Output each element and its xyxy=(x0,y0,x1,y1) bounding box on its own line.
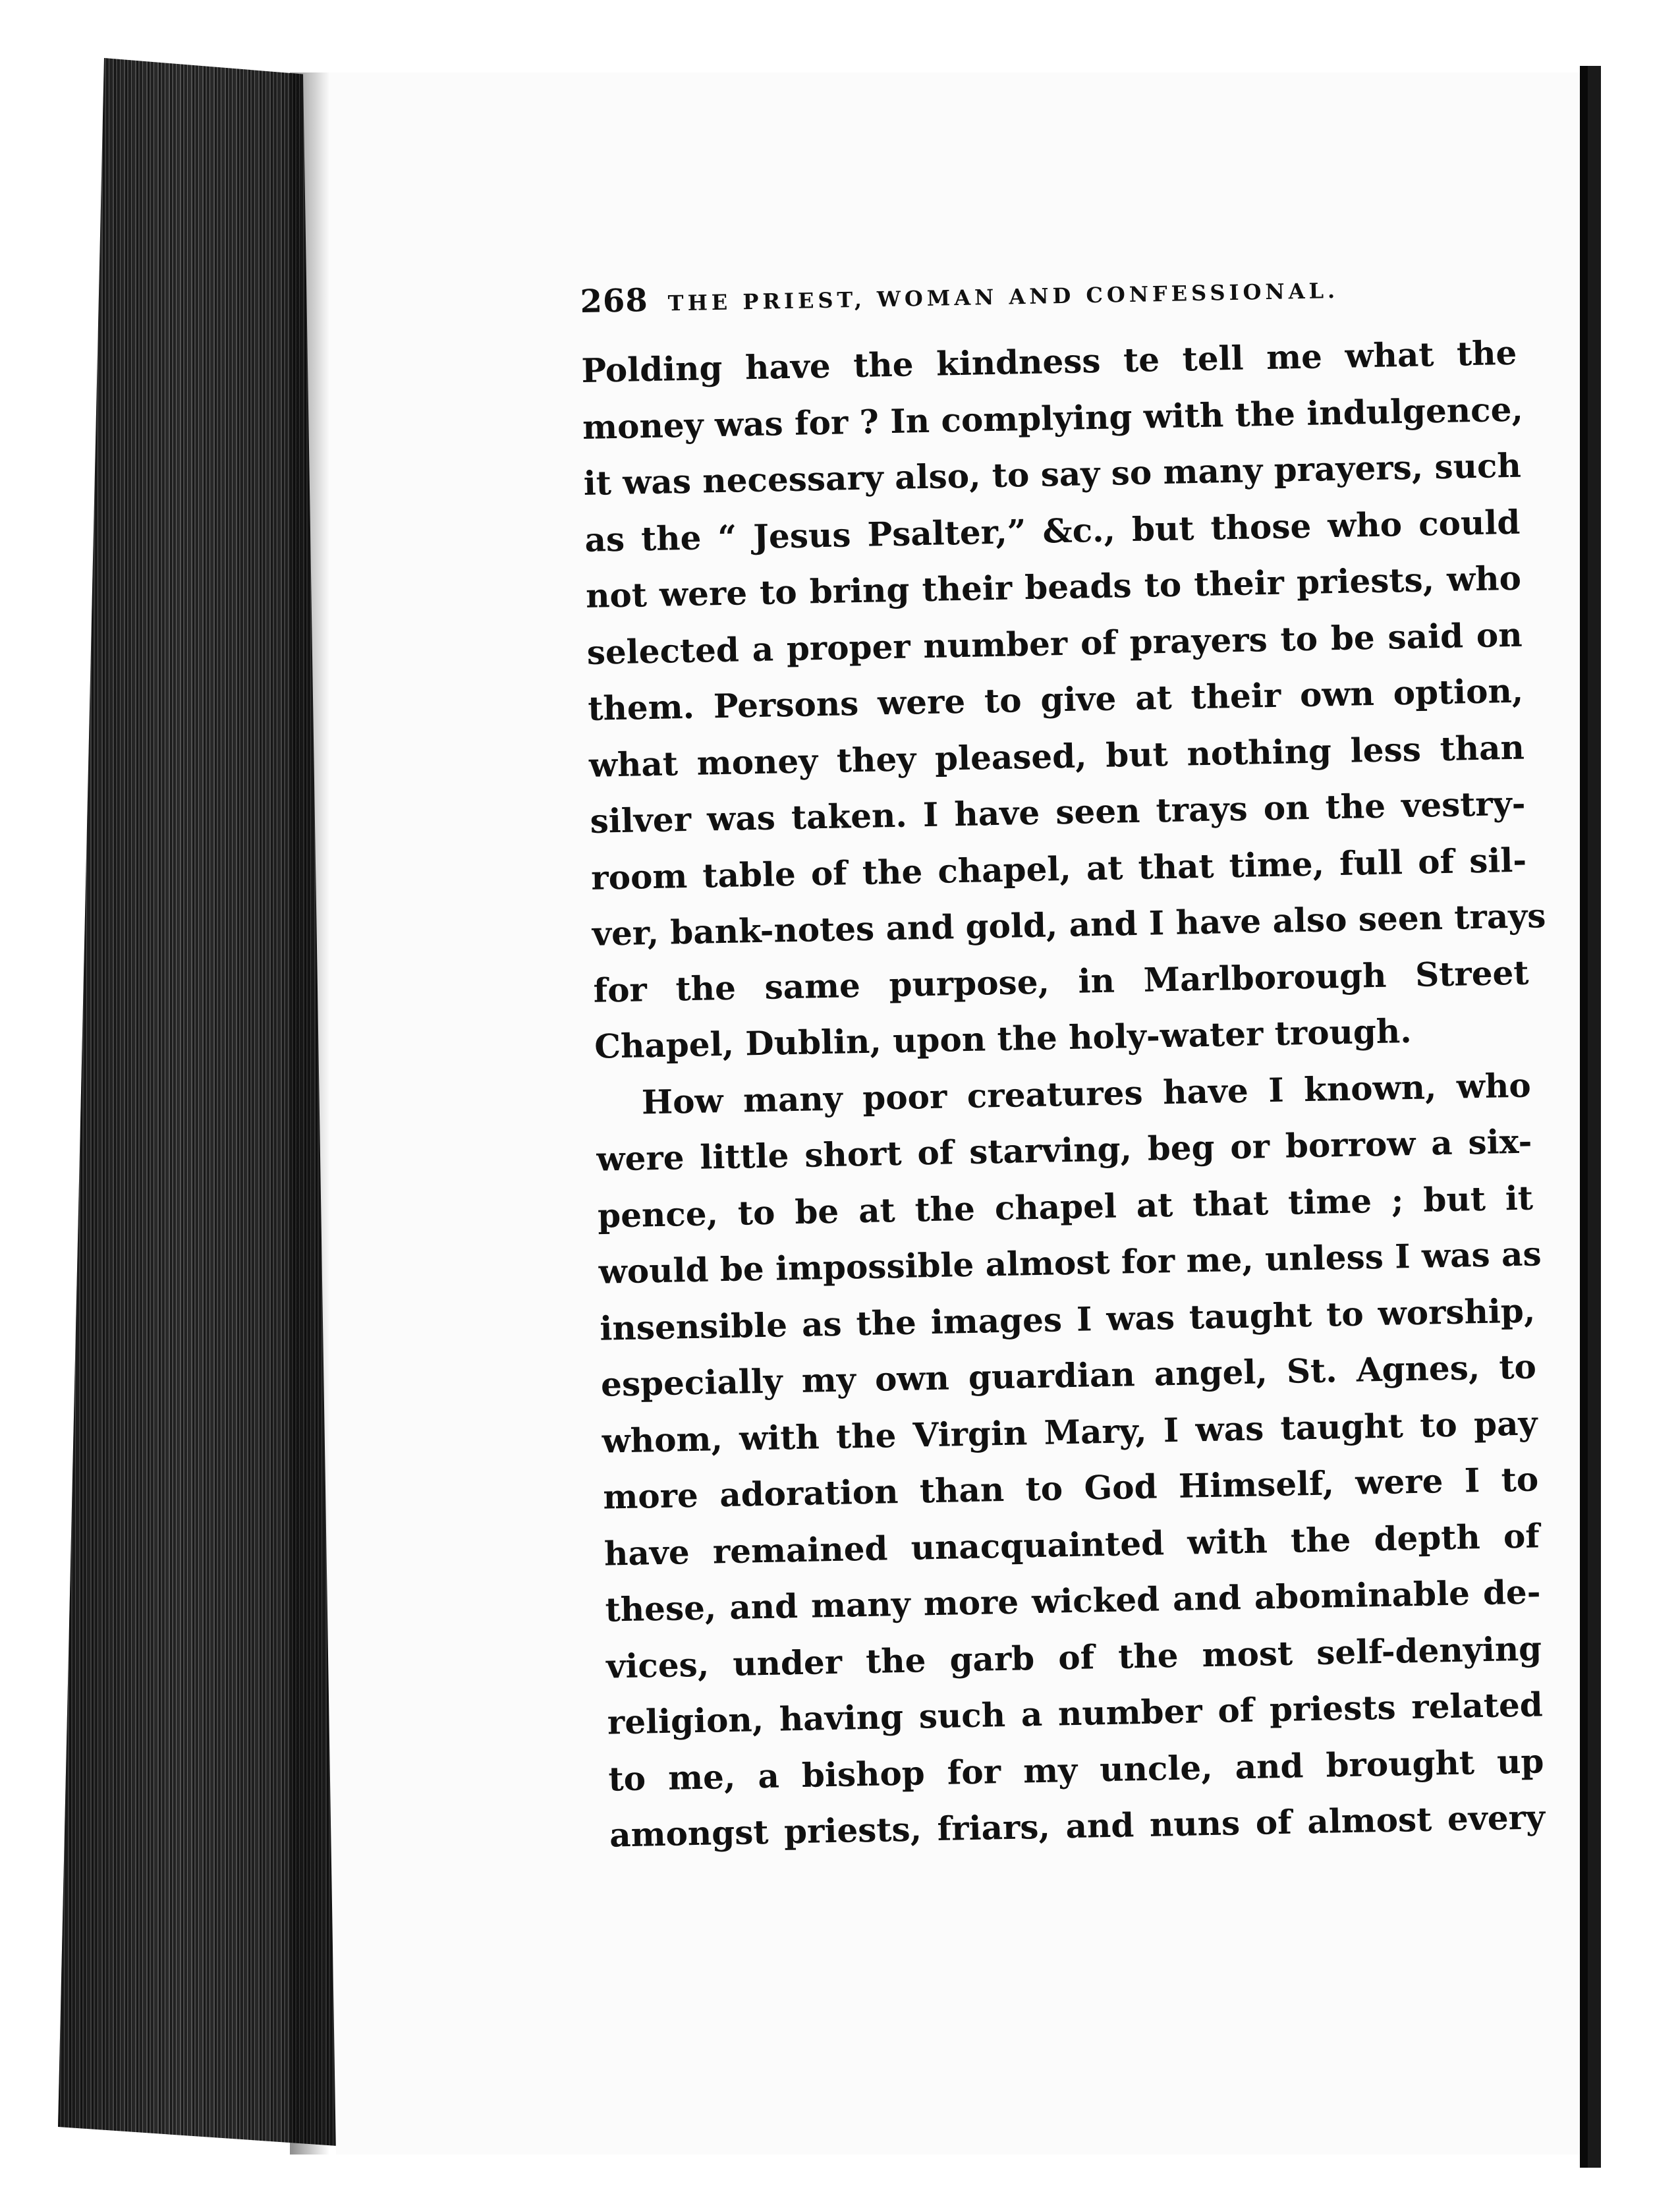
text-line: for the same purpose, in Marlborough Street xyxy=(593,953,1529,1010)
text-line: it was necessary also, to say so many prayers, such xyxy=(583,445,1522,503)
text-line: Chapel, Dublin, upon the holy-water trough. xyxy=(594,1011,1413,1066)
text-line: ver, bank-notes and gold, and I have also seen trays xyxy=(592,896,1546,953)
text-line: amongst priests, friars, and nuns of almost every xyxy=(609,1797,1546,1855)
page-number: 268 xyxy=(580,282,649,320)
text-line: silver was taken. I have seen trays on the vestry- xyxy=(590,783,1526,841)
text-line: pence, to be at the chapel at that time ; but it xyxy=(597,1177,1534,1235)
text-line: have remained unacquainted with the depth of xyxy=(603,1515,1540,1573)
text-line: money was for ? In complying with the indulgence, xyxy=(582,389,1524,447)
text-line: would be impossible almost for me, unless I was as xyxy=(598,1234,1542,1291)
gutter-line xyxy=(1580,66,1588,2168)
text-line: as the “ Jesus Psalter,” &c., but those who could xyxy=(584,502,1521,559)
text-line: to me, a bishop for my uncle, and brought up xyxy=(608,1741,1544,1799)
running-title: THE PRIEST, WOMAN AND CONFESSIONAL. xyxy=(667,277,1339,316)
text-line-paragraph-start: How many poor creatures have I known, who xyxy=(641,1065,1532,1121)
text-line: not were to bring their beads to their priests, who xyxy=(585,558,1522,615)
text-line: insensible as the images I was taught to worship, xyxy=(599,1290,1536,1348)
body-text xyxy=(581,325,1546,1863)
text-line: were little short of starving, beg or borrow a six- xyxy=(596,1121,1532,1179)
text-line: vices, under the garb of the most self-denying xyxy=(605,1628,1542,1686)
text-line: more adoration than to God Himself, were I to xyxy=(602,1459,1539,1517)
text-line: what money they pleased, but nothing less than xyxy=(588,727,1525,785)
text-line: selected a proper number of prayers to be said on xyxy=(586,615,1523,672)
page-edge-shadow xyxy=(290,72,329,2155)
text-line: Polding have the kindness te tell me what the xyxy=(580,333,1517,390)
text-line: these, and many more wicked and abominable de- xyxy=(605,1572,1541,1629)
text-line: them. Persons were to give at their own option, xyxy=(587,671,1524,728)
page-text-block xyxy=(580,266,1546,1863)
text-line: especially my own guardian angel, St. Agnes, to xyxy=(600,1347,1537,1404)
text-line: religion, having such a number of priests related xyxy=(607,1685,1544,1742)
facing-page-edge xyxy=(1588,66,1601,2168)
text-line: room table of the chapel, at that time, full of sil- xyxy=(590,840,1527,897)
text-line: whom, with the Virgin Mary, I was taught to pay xyxy=(602,1403,1538,1461)
